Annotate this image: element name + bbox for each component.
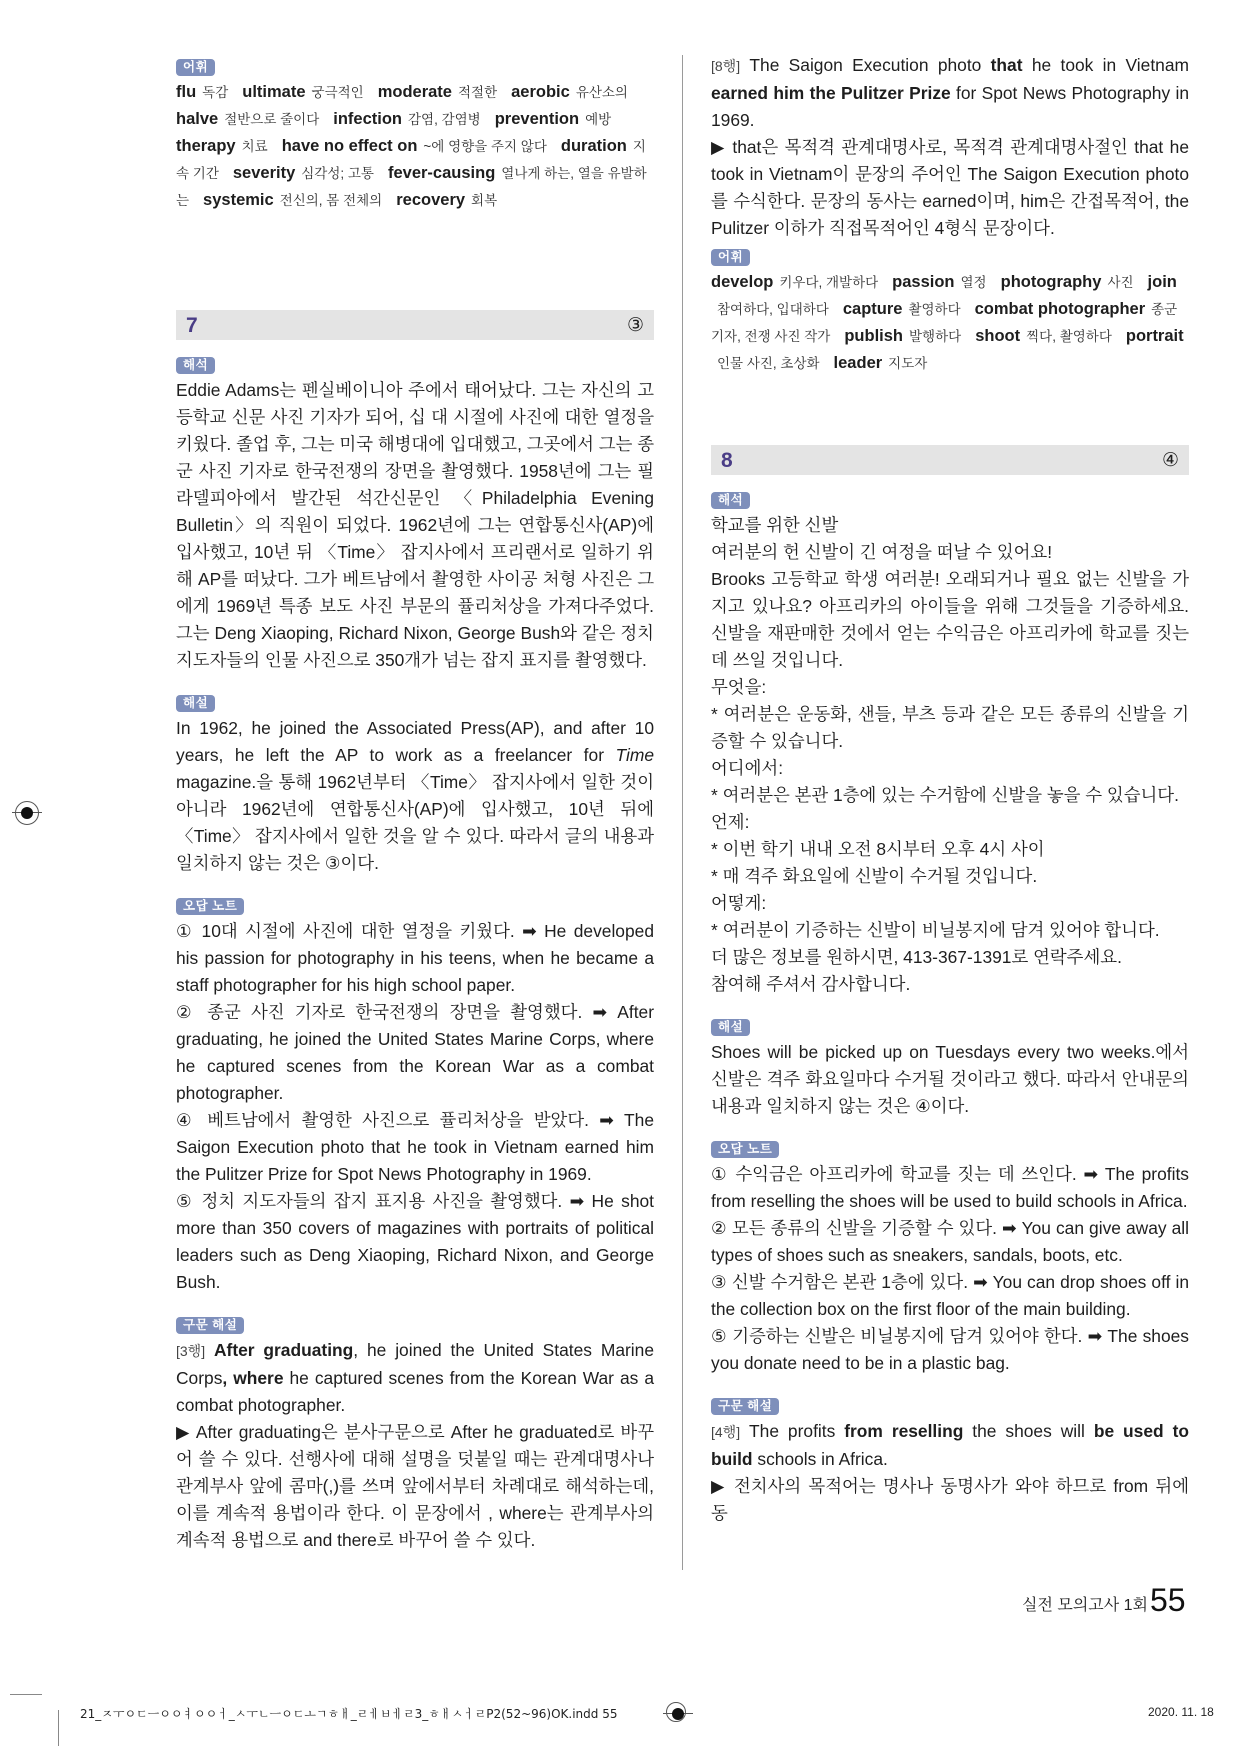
vocab-meaning: 회복 [471, 193, 498, 208]
translation-badge: 해석 [176, 357, 215, 374]
crop-mark [58, 1710, 59, 1746]
vocab-word: ultimate [242, 83, 306, 101]
vocab-meaning: 키우다, 개발하다 [779, 275, 879, 290]
vocab-word: infection [333, 110, 402, 128]
vocab-word: publish [844, 327, 904, 345]
vocab-meaning: ~에 영향을 주지 않다 [423, 139, 547, 154]
vocab-meaning: 예방 [585, 112, 612, 127]
question-8-header [711, 445, 1189, 475]
vocab-meaning: 참여하다, 입대하다 [717, 302, 829, 317]
translation-text [711, 512, 1189, 998]
vocab-word: aerobic [511, 83, 570, 101]
translation-line: 어떻게: [711, 893, 767, 913]
translation-line: 여러분의 헌 신발이 긴 여정을 떠날 수 있어요! [711, 542, 1053, 562]
note-item: ② 종군 사진 기자로 한국전쟁의 장면을 촬영했다. ➡ After graduating, he joined the United States Marine Corps, where he captured scenes from the Korean War as a combat photographer. [176, 1002, 654, 1103]
syntax-note: ▶ 전치사의 목적어는 명사나 동명사가 와야 하므로 from 뒤에 동 [711, 1476, 1189, 1523]
explanation-badge: 해설 [176, 695, 215, 712]
page-number: 55 [1150, 1582, 1186, 1618]
question-answer: ③ [626, 314, 644, 336]
translation-line: * 여러분이 기증하는 신발이 비닐봉지에 담겨 있어야 합니다. [711, 920, 1160, 940]
translation-text: Eddie Adams는 펜실베이니아 주에서 태어났다. 그는 자신의 고등학교 신문 사진 기자가 되어, 십 대 시절에 사진에 대한 열정을 키웠다. 졸업 후, 그는 미국 해병대에 입대했고, 그곳에서 그는 종군 사진 기자로 한국전쟁의 장면을 촬영했다. 1958년에 그는 필라델피아에서 발간된 석간신문인 〈Philadelphia Evening Bulletin〉의 직원이 되었다. 1962년에 그는 연합통신사(AP)에 입사했고, 10년 뒤 〈Time〉 잡지사에서 프리랜서로 일하기 위해 AP를 떠났다. 그가 베트남에서 촬영한 사이공 처형 사진은 그에게 1969년 특종 보도 사진 부문의 퓰리처상을 가져다주었다. 그는 Deng Xiaoping, Richard Nixon, George Bush와 같은 정치 지도자들의 인물 사진으로 350개가 넘는 잡지 표지를 촬영했다. [176, 380, 654, 670]
translation-line: * 이번 학기 내내 오전 8시부터 오후 4시 사이 [711, 839, 1045, 859]
vocab-meaning: 감염, 감염병 [408, 112, 481, 127]
footer-section-label: 실전 모의고사 1회 [1022, 1597, 1148, 1614]
print-date: 2020. 11. 18 [1148, 1705, 1214, 1719]
vocab-word: duration [560, 137, 627, 155]
vocab-meaning: 적절한 [457, 85, 498, 100]
translation-line: 학교를 위한 신발 [711, 515, 839, 535]
vocab-meaning: 발행하다 [909, 329, 962, 344]
translation-line: 어디에서: [711, 758, 784, 778]
syntax-sentence: [4행] The profits from reselling the shoes will be used to build schools in Africa. [711, 1421, 1189, 1469]
note-item: ① 수익금은 아프리카에 학교를 짓는 데 쓰인다. ➡ The profits from reselling the shoes will be used to build schools in Africa. [711, 1164, 1189, 1211]
explanation-badge: 해설 [711, 1019, 750, 1036]
wrong-answer-notes-badge: 오답 노트 [176, 898, 244, 915]
translation-line: 참여해 주셔서 감사합니다. [711, 974, 911, 994]
translation-line: 더 많은 정보를 원하시면, 413-367-1391로 연락주세요. [711, 947, 1122, 967]
syntax-sentence: [3행] After graduating, he joined the United States Marine Corps, where he captured scenes from the Korean War as a combat photographer. [176, 1340, 654, 1415]
crop-mark [10, 1694, 42, 1695]
question-answer: ④ [1161, 449, 1179, 471]
vocab-word: therapy [176, 137, 236, 155]
vocab-meaning: 심각성; 고통 [301, 166, 374, 181]
vocab-word: portrait [1125, 327, 1184, 345]
translation-line: * 매 격주 화요일에 신발이 수거될 것입니다. [711, 866, 1038, 886]
registration-mark-icon [666, 1702, 686, 1722]
vocab-meaning: 인물 사진, 초상화 [717, 356, 820, 371]
syntax-note: ▶ that은 목적격 관계대명사로, 목적격 관계대명사절인 that he took in Vietnam이 문장의 주어인 The Saigon Execution photo를 수식한다. 문장의 동사는 earned이며, him은 간접목적어, the Pulitzer 이하가 직접목적어인 4형식 문장이다. [711, 137, 1189, 238]
translation-line: * 여러분은 본관 1층에 있는 수거함에 신발을 놓을 수 있습니다. [711, 785, 1179, 805]
translation-badge: 해석 [711, 492, 750, 509]
vocab-meaning: 열정 [960, 275, 987, 290]
vocab-word: combat photographer [974, 300, 1146, 318]
vocab-meaning: 궁극적인 [311, 85, 364, 100]
wrong-answer-notes-badge: 오답 노트 [711, 1141, 779, 1158]
vocab-word: passion [892, 273, 955, 291]
right-column [711, 52, 1189, 1527]
translation-line: 무엇을: [711, 677, 767, 697]
note-item: ⑤ 정치 지도자들의 잡지 표지용 사진을 촬영했다. ➡ He shot more than 350 covers of magazines with portraits of political leaders such as Deng Xiaoping, Richard Nixon, and George Bush. [176, 1191, 654, 1292]
note-item: ② 모든 종류의 신발을 기증할 수 있다. ➡ You can give away all types of shoes such as sneakers, sandals, boots, etc. [711, 1218, 1189, 1265]
vocab-word: shoot [975, 327, 1021, 345]
vocab-badge: 어휘 [176, 59, 215, 76]
syntax-badge: 구문 해설 [711, 1398, 779, 1415]
note-item: ③ 신발 수거함은 본관 1층에 있다. ➡ You can drop shoes off in the collection box on the first floor of the main building. [711, 1272, 1189, 1319]
note-item: ④ 베트남에서 촬영한 사진으로 퓰리처상을 받았다. ➡ The Saigon Execution photo that he took in Vietnam earned him the Pulitzer Prize for Spot News Photography in 1969. [176, 1110, 654, 1184]
vocab-meaning: 종군 기자, 전쟁 사진 작가 [711, 302, 1178, 344]
question-7-header [176, 310, 654, 340]
vocab-meaning: 열나게 하는, 열을 유발하는 [176, 166, 647, 208]
vocab-word: have no effect on [281, 137, 418, 155]
registration-mark-icon [15, 801, 39, 825]
vocab-meaning: 사진 [1107, 275, 1134, 290]
vocab-word: recovery [396, 191, 466, 209]
vocab-meaning: 치료 [241, 139, 268, 154]
translation-line: 언제: [711, 812, 750, 832]
print-slug: 21_ㅈㅜㅇㄷㅡㅇㅇㅕㅇㅇㅓ_ㅅㅜㄴㅡㅇㄷㅗㄱㅎㅐ_ㄹㅔㅂㅔㄹ3_ㅎㅐㅅㅓㄹP2(52~96)OK.indd 55 [80, 1707, 618, 1721]
vocab-word: leader [833, 354, 883, 372]
left-column [176, 52, 654, 1554]
vocab-meaning: 유산소의 [575, 85, 628, 100]
vocab-word: prevention [494, 110, 580, 128]
vocab-word: moderate [377, 83, 452, 101]
vocab-list [711, 269, 1189, 377]
explanation-text: Shoes will be picked up on Tuesdays every two weeks.에서 신발은 격주 화요일마다 수거될 것이라고 했다. 따라서 안내문의 내용과 일치하지 않는 것은 ④이다. [711, 1042, 1189, 1116]
vocab-word: capture [842, 300, 903, 318]
vocab-word: join [1147, 273, 1177, 291]
vocab-word: halve [176, 110, 219, 128]
syntax-note: ▶ After graduating은 분사구문으로 After he graduated로 바꾸어 쓸 수 있다. 선행사에 대해 설명을 덧붙일 때는 관계대명사나 관계부사 앞에 콤마(,)를 쓰며 앞에서부터 차례대로 해석하는데, 이를 계속적 용법이라 한다. 이 문장에서 , where는 관계부사의 계속적 용법으로 and there로 바꾸어 쓸 수 있다. [176, 1422, 654, 1550]
vocab-word: fever-causing [387, 164, 496, 182]
syntax-sentence: [8행] The Saigon Execution photo that he took in Vietnam earned him the Pulitzer Prize for Spot News Photography in 1969. [711, 55, 1189, 130]
vocab-meaning: 독감 [202, 85, 229, 100]
vocab-word: develop [711, 273, 774, 291]
vocab-meaning: 절반으로 줄이다 [224, 112, 320, 127]
vocab-badge: 어휘 [711, 249, 750, 266]
explanation-text: In 1962, he joined the Associated Press(AP), and after 10 years, he left the AP to work as a freelancer for Time magazine.을 통해 1962년부터 〈Time〉 잡지사에서 일한 것이 아니라 1962년에 연합통신사(AP)에 입사했고, 10년 뒤에 〈Time〉 잡지사에서 일한 것을 알 수 있다. 따라서 글의 내용과 일치하지 않는 것은 ③이다. [176, 718, 654, 873]
vocab-meaning: 촬영하다 [908, 302, 961, 317]
note-item: ⑤ 기증하는 신발은 비닐봉지에 담겨 있어야 한다. ➡ The shoes you donate need to be in a plastic bag. [711, 1326, 1189, 1373]
vocab-meaning: 찍다, 촬영하다 [1026, 329, 1112, 344]
vocab-word: systemic [203, 191, 274, 209]
vocab-list-top [176, 79, 654, 214]
vocab-word: flu [176, 83, 197, 101]
vocab-meaning: 전신의, 몸 전체의 [279, 193, 383, 208]
vocab-word: severity [232, 164, 296, 182]
translation-line: Brooks 고등학교 학생 여러분! 오래되거나 필요 없는 신발을 가지고 있나요? 아프리카의 아이들을 위해 그것들을 기증하세요. 신발을 재판매한 것에서 얻는 수익금은 아프리카에 학교를 짓는 데 쓰일 것입니다. [711, 569, 1189, 670]
note-item: ① 10대 시절에 사진에 대한 열정을 키웠다. ➡ He developed his passion for photography in his teens, when he became a staff photographer for his high school paper. [176, 921, 654, 995]
vocab-meaning: 지도자 [888, 356, 928, 371]
vocab-meaning: 지속 기간 [176, 139, 646, 181]
question-number: 8 [721, 448, 733, 472]
question-number: 7 [186, 313, 198, 337]
vocab-word: photography [1000, 273, 1102, 291]
translation-line: * 여러분은 운동화, 샌들, 부츠 등과 같은 모든 종류의 신발을 기증할 수 있습니다. [711, 704, 1189, 751]
column-divider [682, 55, 683, 1570]
syntax-badge: 구문 해설 [176, 1317, 244, 1334]
